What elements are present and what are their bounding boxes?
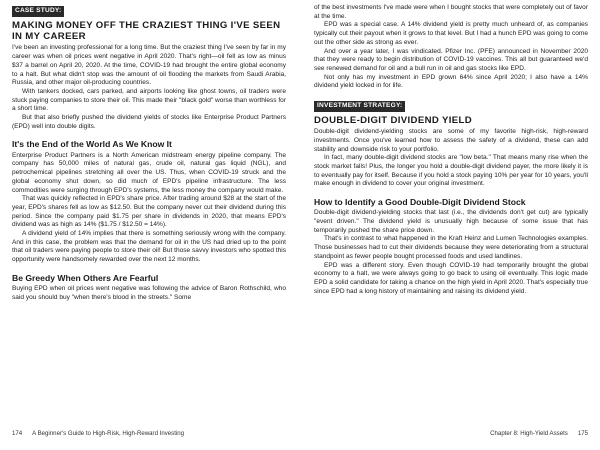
strategy-title: DOUBLE-DIGIT DIVIDEND YIELD: [314, 114, 472, 126]
paragraph: In fact, many double-digit dividend stocks are "low beta." That means many rise when the stock market falls! Plus, the longer you hold a double-digit dividend payer, the more likely it is to eventually pay for itself. Because if you hold a stock paying 10% per year for 10 years, you'll make enough in dividend to cover your original investment.: [314, 154, 588, 188]
paragraph: Double-digit dividend-yielding stocks that last (i.e., the dividends don't get cut) are typically "event driven." The dividend yield is unusually high because of some issue that has temporarily pushed the share price down.: [314, 209, 588, 234]
section-heading: It's the End of the World As We Know It: [12, 139, 172, 150]
paragraph: But that also briefly pushed the dividend yields of stocks like Enterprise Product Partners (EPD) well into double digits.: [12, 114, 286, 130]
case-study-label: CASE STUDY:: [12, 6, 64, 17]
left-footer: [12, 430, 184, 438]
paragraph: I've been an investing professional for a long time. But the craziest thing I've seen by far in my career was when oil prices went negative in April 2020. That's right—oil fell as low as minus $37 a barrel on April 20, 2020. At the time, COVID-19 had brought the entire global economy to a halt. But what didn't stop was the amount of oil flooding the markets from Saudi Arabia, Russia, and other major oil-producing countries.: [12, 44, 286, 87]
paragraph: Not only has my investment in EPD grown 64% since April 2020; I also have a 14% dividend yield locked in for life.: [314, 73, 588, 90]
paragraph: of the best investments I've made were when I bought stocks that were completely out of favor at the time.: [314, 4, 588, 20]
page-number: 175: [577, 429, 588, 437]
left-page: [12, 4, 286, 450]
left-column: [12, 4, 286, 422]
running-title: Chapter 8: High-Yield Assets: [490, 429, 568, 437]
running-title: A Beginner's Guide to High-Risk, High-Reward Investing: [32, 429, 185, 437]
paragraph: And over a year later, I was vindicated. Pfizer Inc. (PFE) announced in November 2020 that they were ready to begin distribution of COVID-19 vaccines. This all but guaranteed we'd see renewed demand for oil and a bull run in oil and gas stocks like EPD.: [314, 47, 588, 72]
page-number: 174: [12, 429, 23, 437]
investment-strategy-label: INVESTMENT STRATEGY:: [314, 101, 405, 112]
paragraph: Buying EPD when oil prices went negative was following the advice of Baron Rothschild, who said you should buy "when there's blood in the streets." Some: [12, 285, 286, 301]
right-page: [314, 4, 588, 450]
paragraph: EPD was a different story. Even though COVID-19 had temporarily brought the global economy to a halt, we were always going to go back to using oil eventually. This logic made EPD a solid candidate for taking a chance on the high yield in April 2020. That's especially true since EPD had a long history of maintaining and raising its dividend yield.: [314, 261, 588, 295]
paragraph: That's in contrast to what happened in the Kraft Heinz and Lumen Technologies examples. Those businesses had to cut their dividends because they were deteriorating from a structural standpoint as fewer people bought processed foods and used landlines.: [314, 235, 588, 260]
paragraph: Enterprise Product Partners is a North American midstream energy pipeline company. The company has 50,000 miles of natural gas, crude oil, natural gas liquid (NGL), and petrochemical pipelines stretching all over the US. Thus, when COVID-19 struck and the global economy shut down, so did much of EPD's pipeline infrastructure. The less commodities were surging through EPD's systems, the less money the company would make.: [12, 151, 286, 194]
section-heading: How to Identify a Good Double-Digit Dividend Stock: [314, 197, 526, 208]
paragraph: With tankers docked, cars parked, and airports looking like ghost towns, oil traders were stuck paying companies to store their oil. This made their "black gold" worse than worthless for a short time.: [12, 87, 286, 113]
paragraph: EPD was a special case. A 14% dividend yield is pretty much unheard of, as companies typically cut their payout when it grows to that level. But I had a hunch EPD was going to come out the other side as strong as ever.: [314, 21, 588, 46]
right-footer: [490, 430, 588, 438]
section-heading: Be Greedy When Others Are Fearful: [12, 272, 159, 283]
case-study-title: MAKING MONEY OFF THE CRAZIEST THING I'VE SEEN IN MY CAREER: [12, 19, 281, 43]
right-column: [314, 4, 588, 422]
paragraph: Double-digit dividend-yielding stocks are some of my favorite high-risk, high-reward investments. Once you've learned how to assess the safety of a dividend, these can add stability and downside risk to your portfolio.: [314, 128, 588, 153]
paragraph: That was quickly reflected in EPD's share price. After trading around $28 at the start of the year, EPD's shares fell as low as $12.50. But the company never cut their dividend during this period. Since the company paid $1.75 per share in dividends in 2020, that means EPD's dividend was as high as 14% ($1.75 / $12.50 = 14%).: [12, 195, 286, 229]
paragraph: A dividend yield of 14% implies that there is something seriously wrong with the company. And in this case, the problem was that the demand for oil in the US had dried up to the point that oil traders were paying people to store their oil! But those savvy investors who spotted this opportunity were handsomely rewarded over the next 12 months.: [12, 230, 286, 264]
